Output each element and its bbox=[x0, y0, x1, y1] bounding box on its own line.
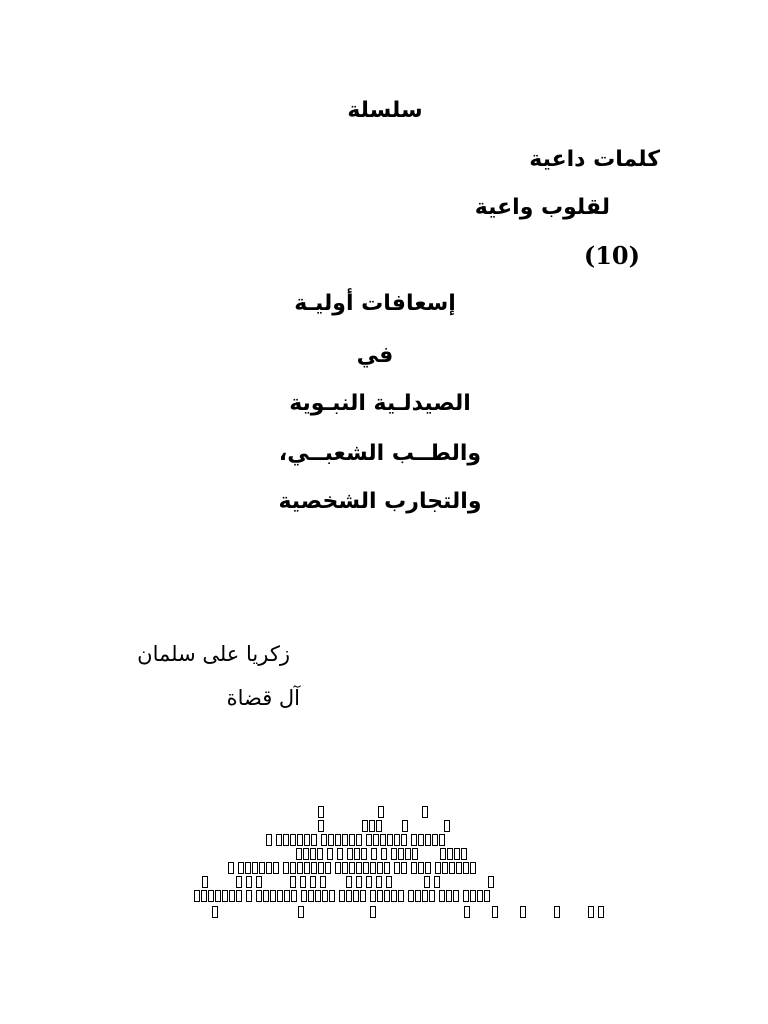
missing-glyph-box bbox=[370, 906, 376, 918]
missing-glyph-box bbox=[470, 862, 476, 874]
missing-glyph-box bbox=[320, 876, 326, 888]
missing-glyph-box bbox=[394, 862, 400, 874]
missing-glyph-box bbox=[488, 876, 494, 888]
missing-glyph-box bbox=[435, 862, 441, 874]
series-title-line1: كلمات داعية bbox=[529, 147, 660, 172]
missing-glyph-box bbox=[354, 848, 360, 860]
author-name: زكريا على سلمان bbox=[137, 642, 290, 666]
missing-glyph-box bbox=[394, 834, 400, 846]
missing-glyph-box bbox=[303, 848, 309, 860]
book-title-line4: والطــب الشعبــي، bbox=[278, 441, 482, 466]
missing-glyph-box bbox=[377, 890, 383, 902]
missing-glyph-box bbox=[353, 890, 359, 902]
missing-glyph-box bbox=[228, 862, 234, 874]
missing-glyph-box bbox=[328, 834, 334, 846]
missing-glyph-box bbox=[429, 890, 435, 902]
missing-glyph-box bbox=[208, 890, 214, 902]
missing-glyph-box bbox=[424, 876, 430, 888]
missing-glyph-box bbox=[238, 862, 244, 874]
missing-glyph-box bbox=[418, 862, 424, 874]
missing-glyph-box bbox=[256, 890, 262, 902]
missing-glyph-box bbox=[291, 890, 297, 902]
missing-glyph-box bbox=[554, 906, 560, 918]
missing-glyph-box bbox=[446, 890, 452, 902]
missing-glyph-box bbox=[263, 890, 269, 902]
missing-glyph-box bbox=[276, 834, 282, 846]
missing-glyph-row bbox=[266, 834, 445, 848]
missing-glyph-text-block bbox=[180, 806, 600, 932]
missing-glyph-box bbox=[449, 862, 455, 874]
book-title-line1: إسعافات أوليـة bbox=[294, 291, 456, 316]
missing-glyph-box bbox=[439, 834, 445, 846]
missing-glyph-box bbox=[298, 906, 304, 918]
missing-glyph-box bbox=[201, 890, 207, 902]
missing-glyph-box bbox=[349, 862, 355, 874]
book-title-line5: والتجارب الشخصية bbox=[278, 489, 482, 514]
missing-glyph-box bbox=[373, 834, 379, 846]
author-family-name: آل قضاة bbox=[226, 686, 300, 710]
missing-glyph-box bbox=[461, 848, 467, 860]
missing-glyph-box bbox=[346, 890, 352, 902]
missing-glyph-box bbox=[371, 848, 377, 860]
missing-glyph-box bbox=[327, 848, 333, 860]
missing-glyph-box bbox=[277, 890, 283, 902]
missing-glyph-box bbox=[342, 862, 348, 874]
missing-glyph-box bbox=[520, 906, 526, 918]
missing-glyph-box bbox=[366, 834, 372, 846]
missing-glyph-box bbox=[322, 890, 328, 902]
missing-glyph-box bbox=[425, 834, 431, 846]
missing-glyph-row bbox=[228, 862, 476, 876]
missing-glyph-box bbox=[318, 862, 324, 874]
missing-glyph-row bbox=[318, 820, 450, 834]
missing-glyph-box bbox=[370, 890, 376, 902]
missing-glyph-box bbox=[317, 848, 323, 860]
missing-glyph-box bbox=[453, 890, 459, 902]
missing-glyph-box bbox=[290, 876, 296, 888]
missing-glyph-box bbox=[215, 890, 221, 902]
missing-glyph-box bbox=[297, 862, 303, 874]
missing-glyph-box bbox=[411, 862, 417, 874]
missing-glyph-box bbox=[376, 820, 382, 832]
missing-glyph-box bbox=[202, 876, 208, 888]
series-label: سلسلة bbox=[347, 98, 423, 123]
missing-glyph-box bbox=[300, 876, 306, 888]
missing-glyph-box bbox=[360, 890, 366, 902]
missing-glyph-box bbox=[311, 834, 317, 846]
missing-glyph-box bbox=[439, 890, 445, 902]
missing-glyph-box bbox=[311, 862, 317, 874]
missing-glyph-box bbox=[304, 862, 310, 874]
missing-glyph-box bbox=[266, 834, 272, 846]
volume-number: (10) bbox=[583, 241, 640, 270]
missing-glyph-row bbox=[318, 806, 428, 820]
missing-glyph-box bbox=[212, 906, 218, 918]
missing-glyph-box bbox=[434, 876, 440, 888]
missing-glyph-box bbox=[356, 834, 362, 846]
missing-glyph-box bbox=[366, 876, 372, 888]
missing-glyph-box bbox=[454, 848, 460, 860]
missing-glyph-box bbox=[411, 834, 417, 846]
missing-glyph-box bbox=[290, 834, 296, 846]
missing-glyph-box bbox=[283, 834, 289, 846]
missing-glyph-box bbox=[418, 834, 424, 846]
missing-glyph-box bbox=[356, 876, 362, 888]
missing-glyph-box bbox=[470, 890, 476, 902]
missing-glyph-box bbox=[273, 862, 279, 874]
missing-glyph-box bbox=[444, 820, 450, 832]
missing-glyph-box bbox=[284, 890, 290, 902]
missing-glyph-box bbox=[363, 862, 369, 874]
missing-glyph-box bbox=[362, 820, 368, 832]
missing-glyph-box bbox=[440, 848, 446, 860]
missing-glyph-box bbox=[398, 890, 404, 902]
missing-glyph-box bbox=[484, 890, 490, 902]
missing-glyph-box bbox=[310, 848, 316, 860]
missing-glyph-box bbox=[246, 890, 252, 902]
missing-glyph-box bbox=[378, 806, 384, 818]
missing-glyph-box bbox=[477, 890, 483, 902]
missing-glyph-box bbox=[463, 890, 469, 902]
missing-glyph-box bbox=[598, 906, 604, 918]
missing-glyph-box bbox=[245, 862, 251, 874]
missing-glyph-box bbox=[329, 890, 335, 902]
book-title-line2: في bbox=[356, 343, 394, 368]
missing-glyph-box bbox=[236, 890, 242, 902]
missing-glyph-box bbox=[315, 890, 321, 902]
missing-glyph-box bbox=[398, 848, 404, 860]
missing-glyph-box bbox=[369, 820, 375, 832]
missing-glyph-box bbox=[588, 906, 594, 918]
missing-glyph-box bbox=[318, 820, 324, 832]
missing-glyph-box bbox=[304, 834, 310, 846]
missing-glyph-box bbox=[308, 890, 314, 902]
missing-glyph-box bbox=[391, 848, 397, 860]
missing-glyph-box bbox=[370, 862, 376, 874]
missing-glyph-box bbox=[381, 848, 387, 860]
missing-glyph-box bbox=[463, 862, 469, 874]
missing-glyph-box bbox=[422, 806, 428, 818]
missing-glyph-box bbox=[361, 848, 367, 860]
missing-glyph-box bbox=[356, 862, 362, 874]
missing-glyph-box bbox=[492, 906, 498, 918]
missing-glyph-box bbox=[425, 862, 431, 874]
missing-glyph-box bbox=[321, 834, 327, 846]
book-title-line3: الصيدلـية النبـوية bbox=[289, 391, 471, 416]
missing-glyph-box bbox=[405, 848, 411, 860]
missing-glyph-box bbox=[270, 890, 276, 902]
missing-glyph-box bbox=[384, 862, 390, 874]
missing-glyph-box bbox=[325, 862, 331, 874]
missing-glyph-box bbox=[387, 834, 393, 846]
missing-glyph-box bbox=[290, 862, 296, 874]
missing-glyph-box bbox=[283, 862, 289, 874]
missing-glyph-box bbox=[335, 834, 341, 846]
missing-glyph-box bbox=[422, 890, 428, 902]
missing-glyph-box bbox=[222, 890, 228, 902]
missing-glyph-box bbox=[442, 862, 448, 874]
missing-glyph-box bbox=[456, 862, 462, 874]
missing-glyph-box bbox=[259, 862, 265, 874]
missing-glyph-box bbox=[297, 834, 303, 846]
missing-glyph-box bbox=[346, 876, 352, 888]
missing-glyph-row bbox=[194, 890, 490, 904]
missing-glyph-box bbox=[318, 806, 324, 818]
missing-glyph-box bbox=[194, 890, 200, 902]
missing-glyph-box bbox=[252, 862, 258, 874]
missing-glyph-box bbox=[349, 834, 355, 846]
missing-glyph-box bbox=[380, 834, 386, 846]
missing-glyph-box bbox=[301, 890, 307, 902]
missing-glyph-box bbox=[236, 876, 242, 888]
missing-glyph-box bbox=[447, 848, 453, 860]
missing-glyph-box bbox=[391, 890, 397, 902]
series-title-line2: لقلوب واعية bbox=[474, 195, 610, 220]
missing-glyph-box bbox=[296, 848, 302, 860]
missing-glyph-box bbox=[347, 848, 353, 860]
missing-glyph-box bbox=[339, 890, 345, 902]
missing-glyph-box bbox=[256, 876, 262, 888]
missing-glyph-box bbox=[377, 862, 383, 874]
missing-glyph-box bbox=[401, 834, 407, 846]
missing-glyph-box bbox=[342, 834, 348, 846]
missing-glyph-box bbox=[310, 876, 316, 888]
missing-glyph-row bbox=[202, 876, 494, 890]
missing-glyph-box bbox=[415, 890, 421, 902]
missing-glyph-box bbox=[432, 834, 438, 846]
missing-glyph-row bbox=[212, 906, 604, 920]
missing-glyph-box bbox=[335, 862, 341, 874]
missing-glyph-box bbox=[384, 890, 390, 902]
missing-glyph-box bbox=[246, 876, 252, 888]
missing-glyph-row bbox=[296, 848, 467, 862]
missing-glyph-box bbox=[402, 820, 408, 832]
missing-glyph-box bbox=[376, 876, 382, 888]
missing-glyph-box bbox=[266, 862, 272, 874]
missing-glyph-box bbox=[337, 848, 343, 860]
missing-glyph-box bbox=[408, 890, 414, 902]
missing-glyph-box bbox=[464, 906, 470, 918]
missing-glyph-box bbox=[229, 890, 235, 902]
missing-glyph-box bbox=[401, 862, 407, 874]
missing-glyph-box bbox=[412, 848, 418, 860]
missing-glyph-box bbox=[386, 876, 392, 888]
